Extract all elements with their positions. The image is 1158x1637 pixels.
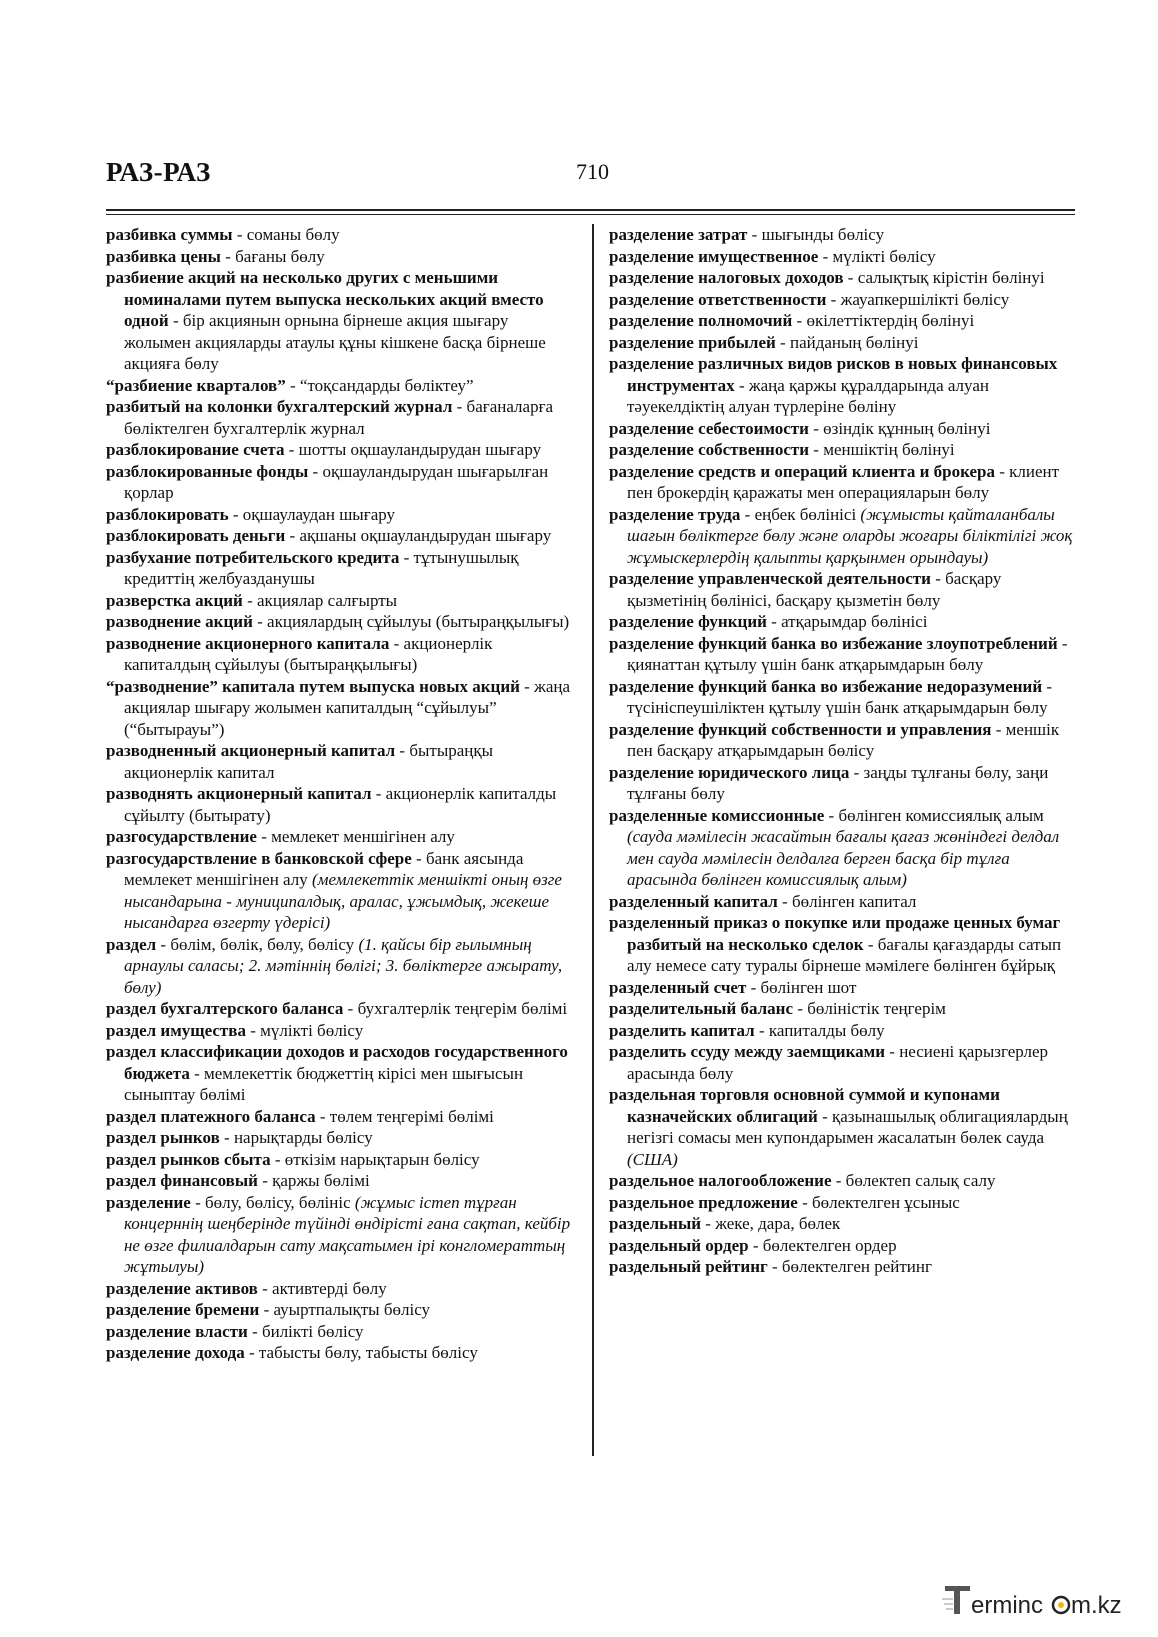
entry-term: разделенные комиссионные [609, 805, 825, 825]
entry-definition: пайданың бөлінуі [789, 332, 919, 352]
entry-separator: - [189, 1063, 204, 1083]
entry-term: разделение функций банка во избежание злоупотреблений [609, 633, 1058, 653]
entry-definition: тұтынушылық кредиттің желбуазданушы [124, 547, 519, 588]
dictionary-entry [106, 1278, 572, 1300]
entry-separator: - [256, 827, 272, 846]
page-number: 710 [576, 159, 609, 184]
entry-separator: - [754, 1020, 769, 1040]
dictionary-entry [609, 891, 1075, 913]
entry-separator: - [257, 1171, 273, 1190]
entry-definition: мемлекет меншігінен алу [271, 827, 455, 846]
entry-definition: бөлектелген ұсыныс [811, 1192, 960, 1212]
entry-definition: бөлінген шот [760, 977, 857, 997]
dictionary-entry [106, 848, 572, 934]
entry-separator: - [452, 397, 467, 416]
entry-definition: атқарымдар бөлінісі [781, 612, 928, 631]
dictionary-entry [106, 246, 572, 268]
entry-separator: - [315, 1106, 330, 1126]
dictionary-entry [106, 267, 572, 375]
entry-separator: - [734, 375, 749, 395]
entry-definition: басқару қызметінің бөлінісі, басқару қызметін бөлу [627, 569, 1002, 610]
entry-term: разблокирование счета [106, 440, 285, 459]
entry-separator: - [285, 375, 300, 395]
dictionary-entry [106, 1127, 572, 1149]
entry-term: разделение труда [609, 504, 741, 524]
entry-term: разделение активов [106, 1278, 258, 1298]
dictionary-entry [609, 719, 1075, 762]
entry-separator: - [395, 741, 410, 760]
entry-separator: - [747, 225, 762, 244]
dictionary-entry [609, 676, 1075, 719]
entry-separator: - [849, 762, 864, 782]
entry-definition: бөлектелген ордер [762, 1235, 897, 1255]
dictionary-entry [609, 633, 1075, 676]
entry-definition: меншіктің бөлінуі [823, 440, 955, 459]
dictionary-entry [609, 289, 1075, 311]
entry-term: разгосударствление [106, 827, 257, 846]
entry-term: разделение функций собственности и управления [609, 719, 992, 739]
entry-definition: бір акциянын орнына бірнеше акция шығару жолымен акцияларды атаулы құны кішкене басқа бірнеше акцияға бөлу [124, 311, 546, 373]
entry-definition: шотты оқшауландырудан шығару [298, 440, 542, 459]
entry-definition: бөлінген комиссиялық алым [838, 805, 1044, 825]
entry-definition: мүлікті бөлісу [260, 1020, 364, 1040]
dictionary-entry [609, 504, 1075, 569]
dictionary-entry [106, 934, 572, 999]
entry-definition: бағалы қағаздарды сатып алу немесе сату туралы бірнеше мәмілеге бөлінген бұйрық [627, 934, 1062, 975]
entry-separator: - [247, 1321, 262, 1341]
entry-term: разводнять акционерный капитал [106, 784, 372, 803]
dictionary-entry [609, 1041, 1075, 1084]
dictionary-entry [106, 375, 572, 397]
entry-separator: - [808, 418, 824, 438]
dictionary-entry [106, 998, 572, 1020]
entry-term: разделение ответственности [609, 289, 827, 309]
dictionary-entry [609, 1170, 1075, 1192]
dictionary-entry [106, 1299, 572, 1321]
entry-separator: - [343, 999, 358, 1018]
entry-term: разделение [106, 1192, 191, 1212]
entry-separator: - [259, 1300, 274, 1319]
entry-separator: - [1057, 633, 1068, 653]
entry-definition: өзіндік құнның бөлінуі [823, 418, 991, 438]
entry-separator: - [1042, 676, 1053, 696]
entry-term: разбиение акций на несколько других с меньшими номиналами путем выпуска нескольких акций вместо одной [106, 268, 544, 330]
dictionary-entry [609, 1213, 1075, 1235]
entry-definition: мүлікті бөлісу [832, 246, 936, 266]
entry-definition: акциялардың сұйылуы (бытыраңқылығы) [267, 612, 570, 631]
dictionary-entry [609, 568, 1075, 611]
entry-separator: - [308, 461, 323, 481]
entry-definition: қаржы бөлімі [272, 1171, 370, 1190]
entry-definition: жаңа акциялар шығару жолымен капиталдың “сұйылуы” (“бытырауы”) [124, 676, 571, 739]
entry-definition: мемлекеттік бюджеттің кірісі мен шығысын сыныптау бөлімі [124, 1063, 524, 1104]
entry-term: раздел рынков сбыта [106, 1149, 271, 1169]
dictionary-entry [106, 224, 572, 246]
dictionary-entry [106, 461, 572, 504]
entry-separator: - [242, 590, 258, 610]
entry-term: разделение дохода [106, 1343, 245, 1362]
entry-separator: - [156, 934, 171, 954]
entry-separator: - [748, 1235, 763, 1255]
entry-term: разделить ссуду между заемщиками [609, 1042, 886, 1061]
entry-separator: - [930, 569, 946, 588]
entry-term: раздел платежного баланса [106, 1106, 316, 1126]
entry-definition: ауыртпалықты бөлісу [273, 1300, 431, 1319]
logo-shape [942, 1586, 1122, 1619]
dictionary-entry [106, 504, 572, 526]
dictionary-entry [106, 396, 572, 439]
entry-separator: - [389, 633, 404, 653]
entry-definition: оқшаулаудан шығару [242, 504, 396, 524]
entry-separator: - [220, 246, 236, 266]
dictionary-entry [106, 547, 572, 590]
dictionary-entry [106, 633, 572, 676]
entry-definition: бағаналарға бөліктелген бухгалтерлік журнал [124, 397, 554, 438]
entry-term: раздельная торговля основной суммой и купонами казначейских облигаций [609, 1085, 1000, 1126]
entry-separator: - [371, 784, 386, 803]
entry-separator: - [270, 1149, 285, 1169]
entry-term: разделение собственности [609, 440, 810, 459]
entry-separator: - [245, 1020, 261, 1040]
entry-separator: - [817, 1106, 832, 1126]
dictionary-entry [609, 805, 1075, 891]
entry-definition: өкілеттіктердің бөлінуі [806, 311, 975, 330]
dictionary-entry [106, 590, 572, 612]
entry-note: (1. қайсы бір ғылымның арнаулы саласы; 2. мәтіннің бөлігі; 3. бөліктерге ажырату, бөлу) [124, 934, 563, 997]
dictionary-entry [106, 1170, 572, 1192]
entry-term: разделительный баланс [609, 999, 794, 1018]
entry-definition: төлем теңгерімі бөлімі [329, 1106, 494, 1126]
entry-note: (жұмыс істеп тұрған концерннің шеңберінде түйінді өндірісті ғана сақтап, кейбір не өзге филиалдарын сату мақсатымен ірі конгломераттың жұтылуы) [124, 1192, 571, 1276]
entry-separator: - [767, 1257, 782, 1276]
entry-term: разделение власти [106, 1321, 248, 1341]
entry-definition: салықтық кірістін бөлінуі [857, 268, 1045, 287]
entry-term: разделенный счет [609, 977, 747, 997]
svg-text:erminc: erminc [971, 1592, 1044, 1619]
dictionary-entry [106, 439, 572, 461]
entry-definition: ақшаны оқшауландырудан шығару [299, 526, 552, 545]
entry-note: (США) [627, 1149, 678, 1169]
entry-term: “разводнение” капитала путем выпуска новых акций [106, 676, 520, 696]
entry-term: разделение полномочий [609, 311, 793, 330]
entry-separator: - [219, 1128, 234, 1147]
entry-definition: бағаны бөлу [235, 246, 325, 266]
entry-separator: - [885, 1042, 900, 1061]
entry-term: разбитый на колонки бухгалтерский журнал [106, 397, 453, 416]
dictionary-entry [609, 998, 1075, 1020]
entry-definition: “тоқсандарды бөліктеу” [299, 375, 474, 395]
entry-note: (сауда мәмілесін жасайтын бағалы қағаз жөніндегі делдал мен сауда мәмілесін делдалға берген басқа бір тұлға арасында бөлінген комиссиялық алым) [627, 827, 1060, 889]
entry-note: (мемлекеттік меншікті оның өзге нысандарына - муниципалдық, аралас, ұжымдық, жекеше нысандарға өзгерту үдерісі) [124, 870, 562, 932]
entry-term: разблокировать [106, 504, 229, 524]
entry-term: разделение функций [609, 612, 767, 631]
dictionary-entry [609, 332, 1075, 354]
entry-separator: - [809, 440, 824, 459]
entry-definition: активтерді бөлу [272, 1278, 387, 1298]
right-column [609, 224, 1075, 1278]
dictionary-entry [106, 1192, 572, 1278]
entry-separator: - [190, 1192, 206, 1212]
dictionary-entry [106, 783, 572, 826]
entry-definition: жауапкершілікті бөлісу [840, 289, 1010, 309]
entry-term: разблокировать деньги [106, 526, 286, 545]
entry-term: разделение бремени [106, 1300, 260, 1319]
entry-separator: - [399, 547, 414, 567]
entry-term: разводнение акций [106, 612, 253, 631]
dictionary-entry [609, 1256, 1075, 1278]
entry-term: разбивка суммы [106, 225, 233, 244]
entry-separator: - [168, 311, 183, 330]
header-rule-thin [106, 214, 1075, 215]
entry-definition: билікті бөлісу [261, 1321, 364, 1341]
entry-definition: акционерлік капиталдың сұйылуы (бытыраңқылығы) [124, 633, 493, 674]
entry-definition: бөлектеп салық салу [845, 1171, 996, 1190]
dictionary-entry [106, 1321, 572, 1343]
entry-term: разделение прибылей [609, 332, 776, 352]
entry-note: (жұмысты қайталанбалы шағын бөліктерге бөлу және оларды жоғары біліктілігі жоқ жұмыскерлердің қалыпты қарқынмен орындауы) [627, 504, 1073, 567]
entry-definition: банк аясында мемлекет меншігінен алу [124, 848, 524, 889]
entry-definition: клиент пен брокердің қаражаты мен операцияларын бөлу [627, 461, 1060, 502]
entry-separator: - [843, 268, 858, 287]
entry-term: разводнение акционерного капитала [106, 633, 390, 653]
entry-separator: - [228, 504, 243, 524]
dictionary-entry [609, 1020, 1075, 1042]
entry-definition: қиянаттан құтылу үшін банк атқарымдарын бөлу [627, 655, 984, 674]
dictionary-entry [106, 525, 572, 547]
entry-definition: бытыраңқы акционерлік капитал [124, 741, 494, 782]
entry-definition: жеке, дара, бөлек [715, 1214, 841, 1233]
entry-term: разделить капитал [609, 1020, 755, 1040]
entry-definition: бөліністік теңгерім [807, 999, 946, 1018]
entry-separator: - [824, 805, 839, 825]
entry-definition: меншік пен басқару атқарымдарын бөлісу [627, 719, 1060, 760]
entry-term: разделение налоговых доходов [609, 268, 844, 287]
entry-separator: - [863, 934, 878, 954]
entry-term: разводненный акционерный капитал [106, 741, 396, 760]
entry-term: разделенный приказ о покупке или продаже ценных бумаг разбитый на несколько сделок [609, 913, 1061, 954]
entry-separator: - [252, 612, 268, 631]
entry-separator: - [994, 461, 1010, 481]
dictionary-entry [106, 1041, 572, 1106]
entry-separator: - [746, 977, 761, 997]
entry-definition: бөлім, бөлік, бөлу, бөлісу [170, 934, 355, 954]
entry-term: разделение функций банка во избежание недоразумений [609, 676, 1043, 696]
entry-separator: - [284, 440, 299, 459]
dictionary-entry [106, 740, 572, 783]
entry-term: раздел финансовый [106, 1171, 258, 1190]
dictionary-entry [609, 353, 1075, 418]
entry-term: раздельный рейтинг [609, 1257, 768, 1276]
dictionary-entry [106, 611, 572, 633]
entry-definition: бөлектелген рейтинг [781, 1257, 932, 1276]
svg-text:m.kz: m.kz [1071, 1592, 1122, 1619]
dictionary-entry [609, 1084, 1075, 1170]
entry-term: раздел бухгалтерского баланса [106, 999, 344, 1018]
entry-definition: бөлу, бөлісу, бөлініс [205, 1192, 351, 1212]
entry-term: разгосударствление в банковской сфере [106, 848, 412, 868]
entry-separator: - [797, 1192, 812, 1212]
entry-term: раздел рынков [106, 1128, 220, 1147]
entry-term: раздельное предложение [609, 1192, 798, 1212]
entry-definition: қазынашылық облигациялардың негізгі сомасы мен купондарымен жасалатын бөлек сауда [627, 1106, 1068, 1147]
entry-separator: - [831, 1171, 846, 1190]
entry-definition: түсініспеушіліктен құтылу үшін банк атқарымдарын бөлу [627, 698, 1048, 717]
entry-separator: - [740, 504, 755, 524]
entry-definition: өткізім нарықтарын бөлісу [284, 1149, 480, 1169]
entry-term: разделение средств и операций клиента и брокера [609, 461, 995, 481]
entry-term: разделение управленческой деятельности [609, 569, 931, 588]
dictionary-entry [609, 912, 1075, 977]
dictionary-entry [609, 267, 1075, 289]
dictionary-entry [609, 418, 1075, 440]
dictionary-entry [609, 1235, 1075, 1257]
entry-term: разбивка цены [106, 246, 221, 266]
left-column [106, 224, 572, 1364]
entry-term: раздельное налогообложение [609, 1171, 832, 1190]
dictionary-entry [106, 1342, 572, 1364]
entry-separator: - [775, 332, 790, 352]
dictionary-entry [609, 224, 1075, 246]
entry-definition: капиталды бөлу [768, 1020, 885, 1040]
entry-separator: - [519, 676, 535, 696]
entry-definition: еңбек бөлінісі [754, 504, 857, 524]
dictionary-entry [609, 762, 1075, 805]
entry-separator: - [818, 246, 833, 266]
dictionary-entry [106, 826, 572, 848]
entry-definition: жаңа қаржы құралдарында алуан тәуекелдіктің алуан түрлеріне бөліну [627, 375, 989, 416]
entry-separator: - [244, 1343, 259, 1362]
entry-term: раздельный [609, 1214, 702, 1233]
entry-separator: - [793, 999, 808, 1018]
entry-term: раздел классификации доходов и расходов государственного бюджета [106, 1042, 568, 1083]
entry-term: разделение затрат [609, 225, 748, 244]
entry-separator: - [792, 311, 807, 330]
entry-separator: - [701, 1214, 716, 1233]
entry-term: разблокированные фонды [106, 461, 309, 481]
dictionary-entry [609, 977, 1075, 999]
entry-term: раздельный ордер [609, 1235, 749, 1255]
entry-term: “разбиение кварталов” [106, 375, 286, 395]
column-divider [592, 224, 594, 1456]
entry-definition: шығынды бөлісу [761, 225, 885, 244]
header-rule-thick [106, 209, 1075, 211]
entry-term: разделение юридического лица [609, 762, 850, 782]
entry-term: разделение имущественное [609, 246, 819, 266]
entry-definition: заңды тұлғаны бөлу, заңи тұлғаны бөлу [627, 762, 1049, 803]
entry-definition: акциялар салғырты [257, 590, 398, 610]
entry-separator: - [257, 1278, 273, 1298]
entry-definition: бухгалтерлік теңгерім бөлімі [357, 999, 568, 1018]
entry-separator: - [766, 612, 782, 631]
entry-separator: - [411, 848, 426, 868]
entry-term: раздел [106, 934, 157, 954]
entry-term: разделение различных видов рисков в новых финансовых инструментах [609, 354, 1058, 395]
entry-separator: - [285, 526, 300, 545]
dictionary-entry [609, 1192, 1075, 1214]
entry-term: раздел имущества [106, 1020, 246, 1040]
entry-term: разбухание потребительского кредита [106, 547, 400, 567]
entry-definition: несиені қарызгерлер арасында бөлу [627, 1042, 1049, 1083]
entry-term: разделение себестоимости [609, 418, 809, 438]
entry-definition: табысты бөлу, табысты бөлісу [258, 1343, 478, 1362]
dictionary-entry [609, 439, 1075, 461]
entry-separator: - [777, 891, 792, 911]
entry-separator: - [232, 225, 247, 244]
dictionary-entry [106, 676, 572, 741]
entry-separator: - [991, 719, 1006, 739]
termincom-logo [942, 1580, 1142, 1620]
entry-definition: оқшауландырудан шығарылған қорлар [124, 461, 549, 502]
dictionary-entry [609, 611, 1075, 633]
entry-definition: акционерлік капиталды сұйылту (бытырату) [124, 784, 557, 825]
entry-term: разделенный капитал [609, 891, 778, 911]
entry-definition: нарықтарды бөлісу [233, 1128, 373, 1147]
dictionary-entry [106, 1149, 572, 1171]
entry-definition: бөлінген капитал [791, 891, 917, 911]
page-header-title: РАЗ-РАЗ [106, 157, 211, 187]
dictionary-entry [106, 1020, 572, 1042]
entry-separator: - [826, 289, 841, 309]
dictionary-entry [106, 1106, 572, 1128]
entry-definition: соманы бөлу [246, 225, 340, 244]
dictionary-entry [609, 461, 1075, 504]
dictionary-entry [609, 310, 1075, 332]
entry-term: разверстка акций [106, 590, 243, 610]
dictionary-entry [609, 246, 1075, 268]
